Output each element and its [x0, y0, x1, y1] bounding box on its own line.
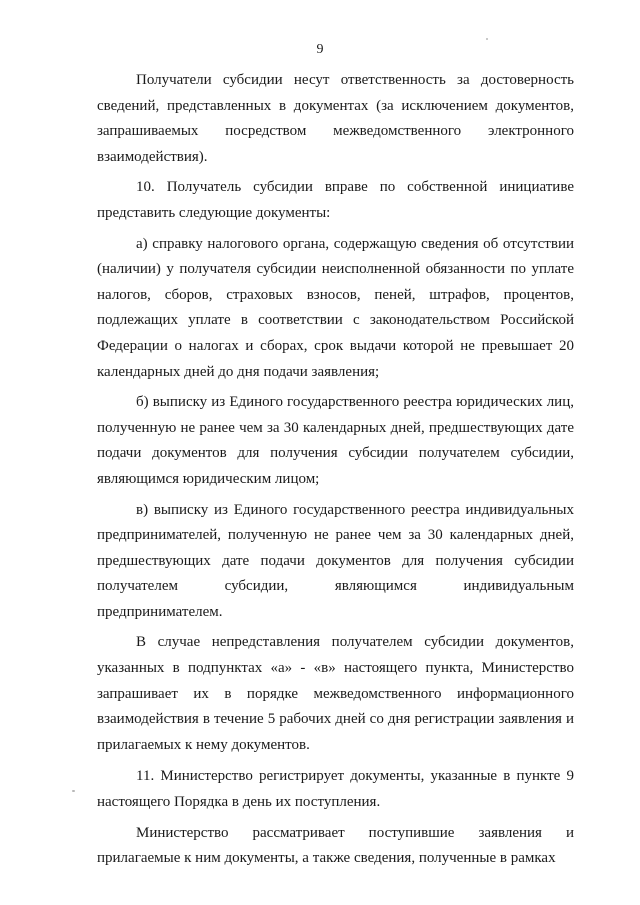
paragraph-item-11: 11. Министерство регистрирует документы, указанные в пункте 9 настоящего Порядка в день их поступления.	[97, 768, 574, 811]
scan-speck	[72, 790, 75, 792]
scan-speck	[486, 38, 488, 40]
paragraph-subitem-v: в) выписку из Единого государственного реестра индивидуальных предпринимателей, полученную не ранее чем за 30 календарных дней, предшествующих дате подачи документов для получения субсидии получателем субсидии, являющимся индивидуальным предпринимателем.	[97, 501, 574, 620]
document-body	[97, 68, 574, 872]
paragraph-non-submission: В случае непредставления получателем субсидии документов, указанных в подпунктах «а» - «в» настоящего пункта, Министерство запрашивает их в порядке межведомственного информационного взаимодействия в течение 5 рабочих дней со дня регистрации заявления и прилагаемых к нему документов.	[97, 634, 574, 753]
paragraph-responsibility: Получатели субсидии несут ответственность за достоверность сведений, представленных в документах (за исключением документов, запрашиваемых посредством межведомственного электронного взаимодействия).	[97, 72, 574, 165]
paragraph-subitem-b: б) выписку из Единого государственного реестра юридических лиц, полученную не ранее чем за 30 календарных дней, предшествующих дате подачи документов для получения субсидии получателем субсидии, являющимся юридическим лицом;	[97, 394, 574, 487]
page-number: 9	[316, 42, 324, 57]
paragraph-item-10: 10. Получатель субсидии вправе по собственной инициативе представить следующие документы:	[97, 179, 574, 221]
paragraph-ministry-review: Министерство рассматривает поступившие заявления и прилагаемые к ним документы, а также сведения, полученные в рамках	[97, 824, 574, 867]
paragraph-subitem-a: а) справку налогового органа, содержащую сведения об отсутствии (наличии) у получателя субсидии неисполненной обязанности по уплате налогов, сборов, страховых взносов, пеней, штрафов, процентов, подлежащих уплате в соответствии с законодательством Российской Федерации о налогах и сборах, срок выдачи которой не превышает 20 календарных дней до дня подачи заявления;	[97, 235, 574, 380]
